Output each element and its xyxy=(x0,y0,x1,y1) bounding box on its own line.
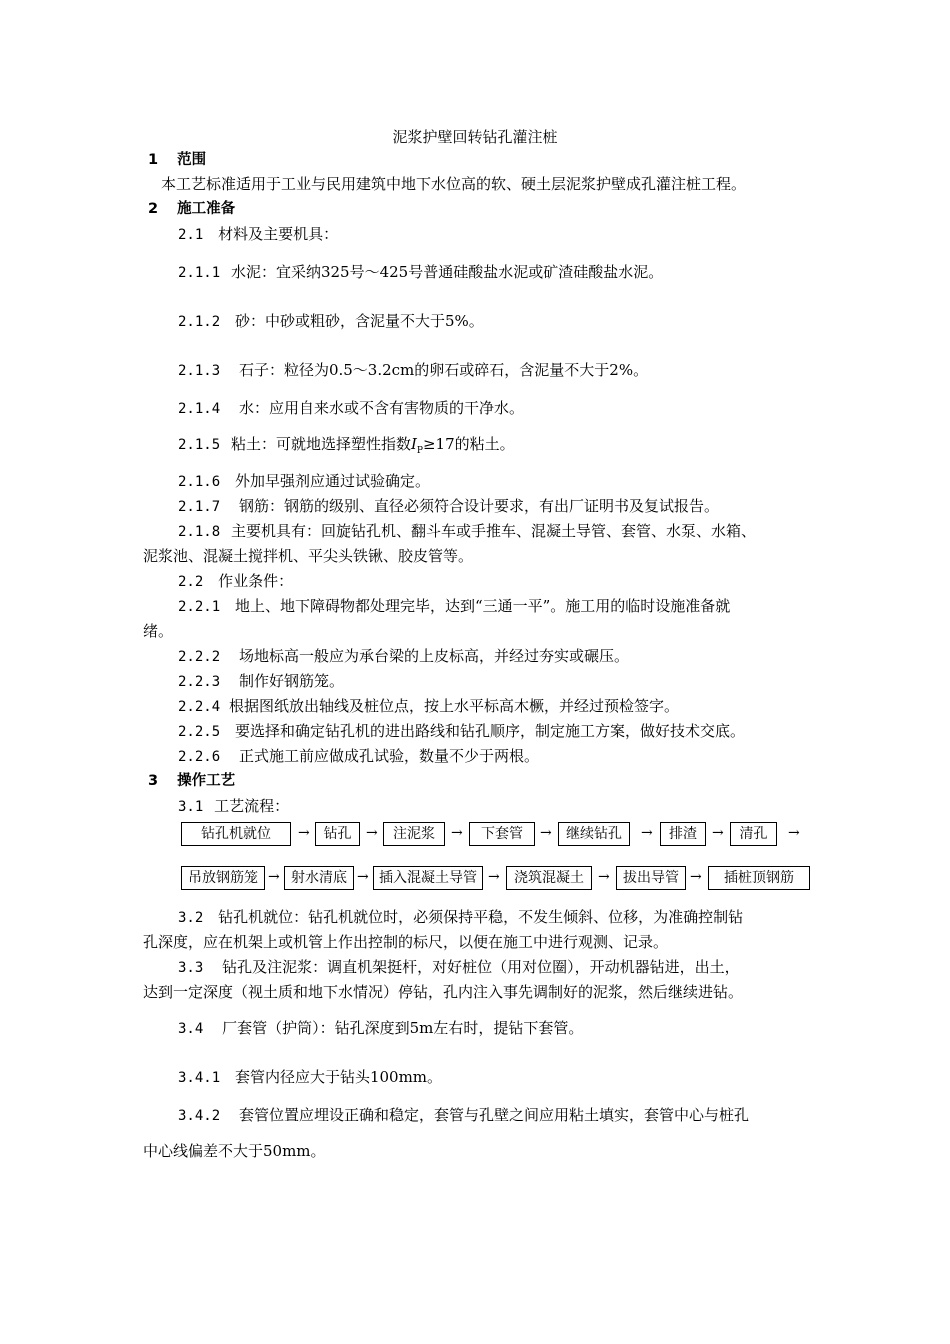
flow-arrow-icon: → xyxy=(451,825,463,841)
flow-arrow-icon: → xyxy=(788,825,800,841)
clause-number: 2.1.4 xyxy=(178,401,221,417)
subsection-2-2 xyxy=(178,571,293,592)
clause-number: 2.2.1 xyxy=(178,599,221,615)
clause-text: 钻孔及注泥浆：调直机架挺杆，对好桩位（用对位圈），开动机器钻进，出土， xyxy=(222,958,740,976)
clause-2-2-1-continued: 绪。 xyxy=(143,622,174,640)
flow-arrow-icon: → xyxy=(357,869,369,885)
section-title: 施工准备 xyxy=(177,201,236,217)
clause-number: 3.3 xyxy=(178,960,204,976)
page-title: 泥浆护壁回转钻孔灌注桩 xyxy=(392,128,558,146)
flow-step-lower-casing: 下套管 xyxy=(469,822,535,846)
clause-number: 2.1.7 xyxy=(178,499,221,515)
flow-step-hole-cleaning: 清孔 xyxy=(730,822,777,846)
clause-3-4-2-continued: 中心线偏差不大于50mm。 xyxy=(143,1142,326,1160)
clause-2-1-6 xyxy=(178,471,430,492)
clause-text: 外加早强剂应通过试验确定。 xyxy=(234,472,430,490)
clause-text: 主要机具有：回旋钻孔机、翻斗车或手推车、混凝土导管、套管、水泵、水箱、 xyxy=(230,522,756,540)
section-title: 操作工艺 xyxy=(177,773,236,789)
clause-number: 3.1 xyxy=(178,799,204,815)
flow-arrow-icon: → xyxy=(488,869,500,885)
clause-number: 2.2.3 xyxy=(178,674,221,690)
clause-number: 2.1.5 xyxy=(178,437,221,453)
flow-arrow-icon: → xyxy=(366,825,378,841)
flow-step-drilling: 钻孔 xyxy=(315,822,360,846)
flow-step-inject-mud: 注泥浆 xyxy=(383,822,445,846)
clause-number: 3.4.1 xyxy=(178,1070,221,1086)
clause-text: 工艺流程： xyxy=(214,797,290,815)
clause-text: 水泥：宜采纳325号～425号普通硅酸盐水泥或矿渣硅酸盐水泥。 xyxy=(230,263,664,281)
clause-number: 3.2 xyxy=(178,910,204,926)
clause-2-2-4 xyxy=(178,696,679,717)
clause-2-1-3 xyxy=(178,360,648,381)
flow-arrow-icon: → xyxy=(641,825,653,841)
clause-3-4-1 xyxy=(178,1067,442,1088)
clause-3-2 xyxy=(178,907,743,928)
clause-text: 钻孔机就位：钻孔机就位时，必须保持平稳，不发生倾斜、位移，为准确控制钻 xyxy=(218,908,744,926)
clause-2-1-2 xyxy=(178,311,484,332)
clause-2-1-7 xyxy=(178,496,719,517)
clause-number: 3.4.2 xyxy=(178,1108,221,1124)
flow-step-insert-pile-top-rebar: 插桩顶钢筋 xyxy=(708,866,810,890)
clause-number: 2.2 xyxy=(178,574,204,590)
clause-2-1-8 xyxy=(178,521,756,542)
clause-3-4-2 xyxy=(178,1105,749,1126)
flow-step-water-jet-cleaning: 射水清底 xyxy=(284,866,354,890)
clause-3-2-continued: 孔深度，应在机架上或机管上作出控制的标尺，以便在施工中进行观测、记录。 xyxy=(143,933,669,951)
clause-number: 2.2.2 xyxy=(178,649,221,665)
clause-text: 正式施工前应做成孔试验，数量不少于两根。 xyxy=(238,747,539,765)
clause-3-3 xyxy=(178,957,740,978)
clause-number: 2.1.1 xyxy=(178,265,221,281)
clause-3-3-continued: 达到一定深度（视土质和地下水情况）停钻，孔内注入事先调制好的泥浆，然后继续进钻。 xyxy=(143,983,744,1001)
clause-text: 石子：粒径为0.5～3.2cm的卵石或碎石，含泥量不大于2%。 xyxy=(238,361,649,379)
clause-text: 根据图纸放出轴线及桩位点，按上水平标高木橛，并经过预检签字。 xyxy=(228,697,679,715)
clause-text: 水：应用自来水或不含有害物质的干净水。 xyxy=(238,399,524,417)
clause-text: 砂：中砂或粗砂，含泥量不大于5%。 xyxy=(234,312,484,330)
clause-text: ≥17的粘土。 xyxy=(422,435,515,453)
clause-number: 2.2.5 xyxy=(178,724,221,740)
clause-2-1-8-continued: 泥浆池、混凝土搅拌机、平尖头铁锹、胶皮管等。 xyxy=(143,547,474,565)
plasticity-index-subscript: P xyxy=(416,446,423,456)
clause-2-1-5 xyxy=(178,434,515,461)
clause-number: 2.1.3 xyxy=(178,363,221,379)
clause-text: 材料及主要机具： xyxy=(218,225,339,243)
subsection-2-1 xyxy=(178,224,338,245)
clause-number: 2.2.6 xyxy=(178,749,221,765)
section-1-heading xyxy=(148,150,206,170)
clause-number: 3.4 xyxy=(178,1021,204,1037)
clause-text: 厂套管（护筒）：钻孔深度到5m左右时，提钻下套管。 xyxy=(222,1019,584,1037)
clause-text: 钢筋：钢筋的级别、直径必须符合设计要求，有出厂证明书及复试报告。 xyxy=(238,497,719,515)
flow-step-continue-drilling: 继续钻孔 xyxy=(558,822,630,846)
clause-text: 作业条件： xyxy=(218,572,294,590)
clause-number: 2.1.2 xyxy=(178,314,221,330)
flow-arrow-icon: → xyxy=(298,825,310,841)
flow-step-slag-discharge: 排渣 xyxy=(660,822,706,846)
flow-arrow-icon: → xyxy=(540,825,552,841)
clause-number: 2.2.4 xyxy=(178,699,221,715)
section-title: 范围 xyxy=(177,152,207,168)
clause-text: 套管位置应埋设正确和稳定，套管与孔壁之间应用粘土填实，套管中心与桩孔 xyxy=(238,1106,749,1124)
flow-arrow-icon: → xyxy=(268,869,280,885)
clause-2-2-2 xyxy=(178,646,629,667)
clause-text: 粘土：可就地选择塑性指数 xyxy=(230,435,411,453)
clause-text: 制作好钢筋笼。 xyxy=(238,672,344,690)
flow-step-pour-concrete: 浇筑混凝土 xyxy=(506,866,592,890)
plasticity-index-symbol: I xyxy=(410,435,417,453)
clause-text: 地上、地下障碍物都处理完毕，达到“三通一平”。施工用的临时设施准备就 xyxy=(234,597,731,615)
clause-text: 要选择和确定钻孔机的进出路线和钻孔顺序，制定施工方案，做好技术交底。 xyxy=(234,722,745,740)
clause-2-2-3 xyxy=(178,671,344,692)
section-number: 1 xyxy=(148,152,159,168)
flow-arrow-icon: → xyxy=(712,825,724,841)
flow-arrow-icon: → xyxy=(598,869,610,885)
section-2-heading xyxy=(148,199,235,219)
section-number: 3 xyxy=(148,773,159,789)
section-number: 2 xyxy=(148,201,159,217)
clause-number: 2.1.6 xyxy=(178,474,221,490)
clause-number: 2.1.8 xyxy=(178,524,221,540)
clause-text: 场地标高一般应为承台梁的上皮标高，并经过夯实或碾压。 xyxy=(238,647,629,665)
flow-step-drill-positioning: 钻孔机就位 xyxy=(181,822,291,846)
section-3-heading xyxy=(148,771,235,791)
clause-2-2-1 xyxy=(178,596,730,617)
subsection-3-1 xyxy=(178,796,289,817)
flow-arrow-icon: → xyxy=(690,869,702,885)
clause-2-1-4 xyxy=(178,398,524,419)
clause-3-4 xyxy=(178,1018,583,1039)
clause-2-2-5 xyxy=(178,721,745,742)
flow-step-insert-concrete-pipe: 插入混凝土导管 xyxy=(373,866,483,890)
flow-step-pull-out-pipe: 拔出导管 xyxy=(616,866,686,890)
clause-2-2-6 xyxy=(178,746,539,767)
flow-step-lower-rebar-cage: 吊放钢筋笼 xyxy=(181,866,265,890)
clause-text: 套管内径应大于钻头100mm。 xyxy=(234,1068,443,1086)
clause-2-1-1 xyxy=(178,262,663,283)
clause-number: 2.1 xyxy=(178,227,204,243)
section-1-text: 本工艺标准适用于工业与民用建筑中地下水位高的软、硬土层泥浆护壁成孔灌注桩工程。 xyxy=(161,175,747,193)
